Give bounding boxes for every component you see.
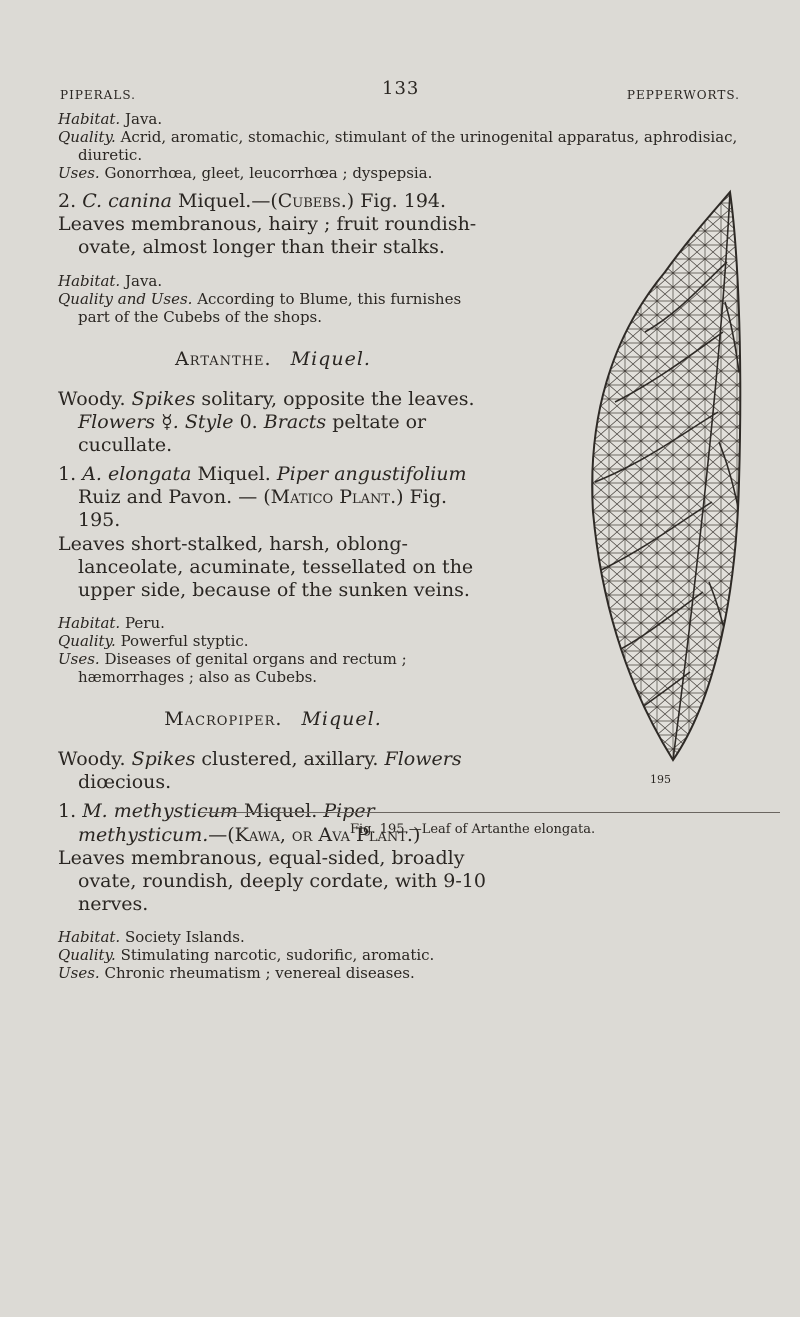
species-description: Leaves membranous, hairy ; fruit roundish-ovate, almost longer than their stalks. [58,213,477,259]
quality-entry: Quality. Stimulating narcotic, sudorific, aromatic. [58,946,435,965]
habitat-entry: Habitat. Java. [58,271,163,290]
page-number: 133 [382,78,420,99]
genus-description: Woody. Spikes clustered, axillary. Flowers diœcious. [58,748,462,794]
figure-number: 195 [650,773,671,786]
running-head-left: PIPERALS. [60,88,136,102]
divider [200,812,780,813]
figure-reference: Fig. 194. [360,190,447,212]
habitat-entry: Habitat. Peru. [58,614,165,633]
figure-caption: Fig. 195.—Leaf of Artanthe elongata. [350,822,596,837]
genus-heading-macropiper: Macropiper. Miquel. [164,708,382,731]
species-entry-c-canina: 2. C. canina Miquel.—(Cubebs.) Fig. 194. [58,190,447,212]
quality-uses-entry: Quality and Uses. According to Blume, this furnishes part of the Cubebs of the shops. [58,289,462,326]
quality-entry: Quality. Acrid, aromatic, stomachic, stimulant of the urinogenital apparatus, aphrodisiac, diuretic. [58,128,738,164]
quality-entry: Quality. Powerful styptic. [58,632,249,651]
habitat-entry: Habitat. Java. [58,110,163,128]
figure-reference: Fig. 195. [78,486,448,532]
uses-entry: Uses. Chronic rheumatism ; venereal diseases. [58,964,415,983]
uses-entry: Uses. Gonorrhœa, gleet, leucorrhœa ; dyspepsia. [58,164,433,182]
habitat-entry: Habitat. Society Islands. [58,928,245,947]
species-description: Leaves membranous, equal-sided, broadly ovate, roundish, deeply cordate, with 9-10 nerves. [58,846,486,916]
species-name: A. elongata [82,463,192,486]
species-name: C. canina [82,190,172,212]
species-entry-a-elongata: 1. A. elongata Miquel. Piper angustifolium Ruiz and Pavon. — (Matico Plant.) Fig. 195. [58,463,467,532]
species-name: M. methysticum [82,800,238,823]
species-entry-m-methysticum: 1. M. methysticum Miquel. Piper methysticum.—(Kawa, or Ava Plant.) [58,800,421,846]
tessellated-leaf-icon [585,182,745,767]
running-head-right: PEPPERWORTS. [626,88,740,102]
uses-entry: Uses. Diseases of genital organs and rectum ; hæmorrhages ; also as Cubebs. [58,650,407,687]
leaf-illustration [585,182,745,767]
genus-heading-artanthe: Artanthe. Miquel. [175,347,371,370]
species-description: Leaves short-stalked, harsh, oblong-lanceolate, acuminate, tessellated on the upper side, because of the sunken veins. [58,532,474,601]
genus-description: Woody. Spikes solitary, opposite the leaves. Flowers ☿. Style 0. Bracts peltate or cucullate. [58,387,475,456]
running-head [60,78,740,102]
